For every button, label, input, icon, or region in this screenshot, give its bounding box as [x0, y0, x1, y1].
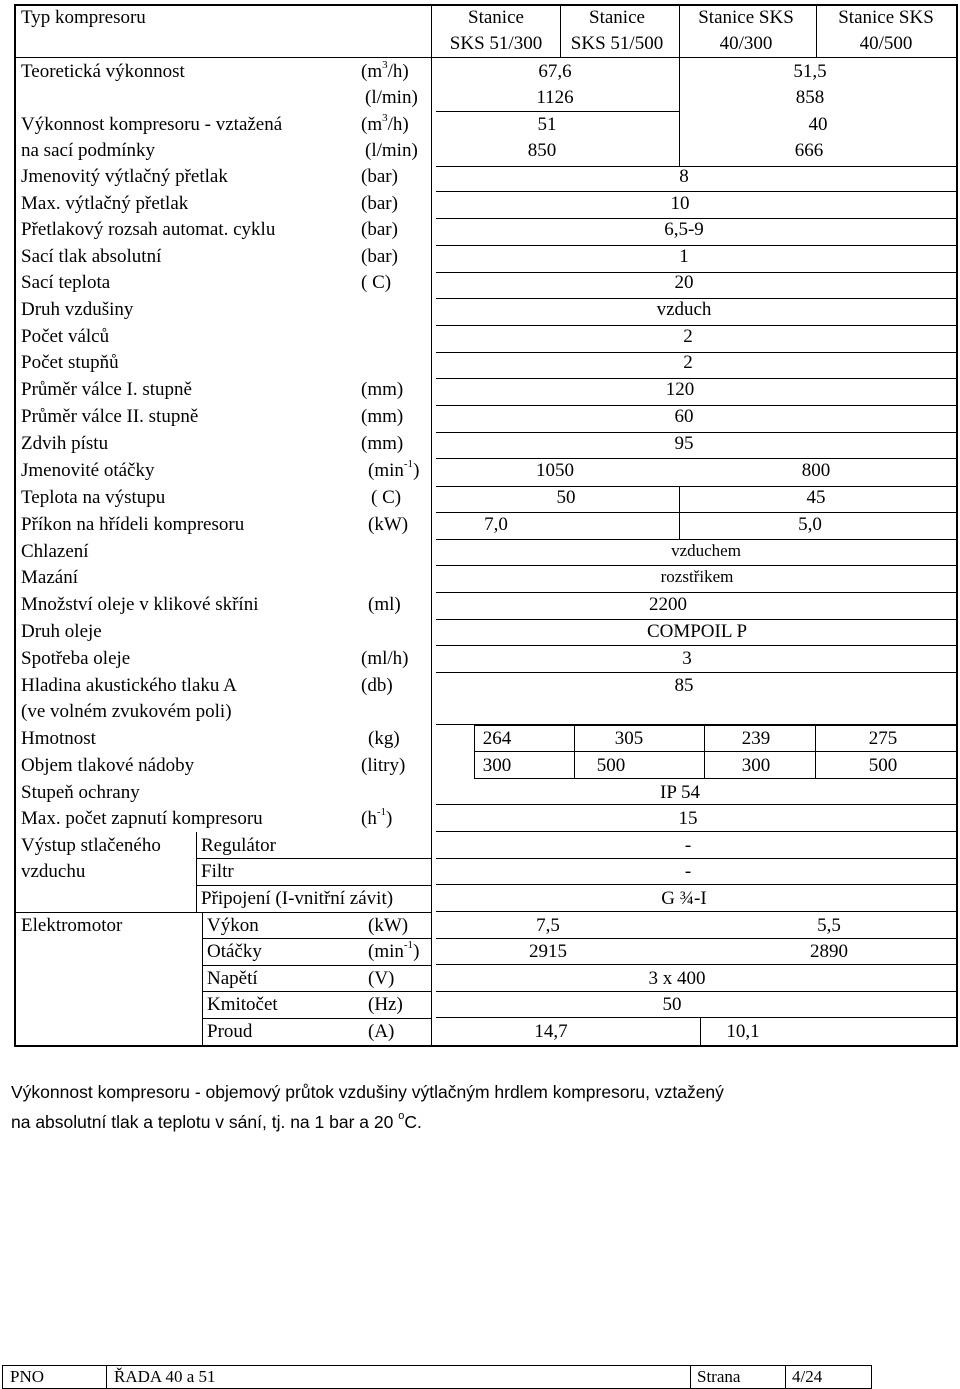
row-value: 50: [556, 487, 576, 508]
row-value: 850: [527, 140, 557, 161]
row-value: 300: [482, 755, 512, 776]
row-value: 7,5: [536, 915, 560, 936]
row-unit: (mm): [361, 433, 404, 454]
header-col2-line2: SKS 51/500: [570, 33, 664, 54]
row-value: 10,1: [726, 1021, 760, 1042]
row-unit: (kg): [368, 728, 400, 749]
row-label: Počet válců: [21, 326, 110, 347]
row-value: 300: [741, 755, 771, 776]
footer-page-label: Strana: [697, 1367, 741, 1386]
row-label: Proud: [207, 1021, 253, 1042]
row-unit: (bar): [361, 166, 398, 187]
row-value: -: [684, 861, 692, 882]
row-unit: (Hz): [368, 994, 403, 1015]
header-col1-line1: Stanice: [468, 7, 524, 28]
row-value: 60: [674, 406, 694, 427]
row-unit: (kW): [368, 514, 409, 535]
row-label: Přetlakový rozsah automat. cyklu: [21, 219, 276, 240]
row-label: Max. výtlačný přetlak: [21, 193, 189, 214]
row-value: 120: [665, 379, 695, 400]
row-label: Hladina akustického tlaku A: [21, 675, 237, 696]
row-unit: (ml): [368, 594, 401, 615]
row-value: 2: [683, 352, 693, 373]
row-value: 275: [868, 728, 898, 749]
row-unit: (bar): [361, 219, 398, 240]
row-label: Průměr válce I. stupně: [21, 379, 192, 400]
row-label: Sací teplota: [21, 272, 111, 293]
header-col3-line1: Stanice SKS: [698, 7, 794, 28]
row-value: 45: [806, 487, 826, 508]
row-value: 8: [679, 166, 689, 187]
row-value: 15: [678, 808, 698, 829]
row-label: Regulátor: [201, 835, 276, 856]
row-unit: $(\min^{-1})$: [368, 938, 420, 962]
row-label: Max. počet zapnutí kompresoru: [21, 808, 263, 829]
note-line-1: Výkonnost kompresoru - objemový průtok vzdušiny výtlačným hrdlem kompresoru, vztažený: [11, 1082, 724, 1102]
header-type-label: Typ kompresoru: [21, 7, 146, 28]
row-label: Sací tlak absolutní: [21, 246, 162, 267]
row-unit: $(m^3/h)$: [361, 111, 409, 135]
row-value: 51: [537, 114, 557, 135]
row-group-label: vzduchu: [21, 861, 86, 882]
row-value: 2890: [810, 941, 848, 962]
row-label: Teoretická výkonnost: [21, 61, 185, 82]
row-unit: (bar): [361, 246, 398, 267]
row-label: Připojení (I-vnitřní závit): [201, 888, 394, 909]
row-value: 10: [670, 193, 690, 214]
note-line-2: na absolutní tlak a teplotu v sání, tj. na 1 bar a 20 $^o$C.: [11, 1110, 422, 1132]
row-label: Výkon: [207, 915, 259, 936]
row-value: IP 54: [660, 782, 700, 803]
row-label: Objem tlakové nádoby: [21, 755, 195, 776]
row-label: Jmenovité otáčky: [21, 460, 155, 481]
row-label: Příkon na hřídeli kompresoru: [21, 514, 245, 535]
row-unit: (V): [368, 968, 395, 989]
row-value: 50: [662, 994, 682, 1015]
row-value: 264: [482, 728, 512, 749]
row-value: vzduchem: [671, 541, 741, 560]
row-label: Otáčky: [207, 941, 262, 962]
footer-code: PNO: [10, 1367, 45, 1386]
row-label: Zdvih pístu: [21, 433, 109, 454]
row-label: Počet stupňů: [21, 352, 119, 373]
row-value: 666: [794, 140, 824, 161]
row-value: 500: [868, 755, 898, 776]
row-value: COMPOIL P: [646, 621, 748, 642]
row-unit: ( C): [371, 487, 402, 508]
header-col1-line2: SKS 51/300: [449, 33, 543, 54]
row-unit: (l/min): [365, 87, 418, 108]
row-value: 5,0: [798, 514, 822, 535]
row-value: 1: [679, 246, 689, 267]
row-label: Kmitočet: [207, 994, 278, 1015]
row-unit: (ml/h): [361, 648, 409, 669]
row-value: 6,5-9: [664, 219, 704, 240]
row-label: Množství oleje v klikové skříni: [21, 594, 259, 615]
row-group-label: Elektromotor: [21, 915, 123, 936]
row-value: 3 x 400: [648, 968, 706, 989]
row-unit: ( C): [361, 272, 392, 293]
row-unit: (l/min): [365, 140, 418, 161]
row-label: Druh vzdušiny: [21, 299, 134, 320]
row-label: (ve volném zvukovém poli): [21, 701, 232, 722]
row-label: Mazání: [21, 567, 78, 588]
row-value: 20: [674, 272, 694, 293]
header-col2-line1: Stanice: [589, 7, 645, 28]
row-value: 85: [674, 675, 694, 696]
row-value: 800: [801, 460, 831, 481]
row-label: Jmenovitý výtlačný přetlak: [21, 166, 228, 187]
row-value: 2200: [649, 594, 687, 615]
row-value: 1050: [536, 460, 574, 481]
row-label: Druh oleje: [21, 621, 102, 642]
row-value: 3: [682, 648, 692, 669]
row-value: 14,7: [534, 1021, 568, 1042]
row-label: Hmotnost: [21, 728, 96, 749]
row-value: 5,5: [817, 915, 841, 936]
row-label: Teplota na výstupu: [21, 487, 166, 508]
row-value: 305: [614, 728, 644, 749]
row-value: 7,0: [484, 514, 508, 535]
row-value: vzduch: [656, 299, 712, 320]
footer-series: ŘADA 40 a 51: [114, 1367, 216, 1386]
row-value: 95: [674, 433, 694, 454]
row-value: 239: [741, 728, 771, 749]
row-value: 858: [795, 87, 825, 108]
row-group-label: Výstup stlačeného: [21, 835, 161, 856]
row-unit: (mm): [361, 406, 404, 427]
header-col4-line1: Stanice SKS: [838, 7, 934, 28]
row-label: Průměr válce II. stupně: [21, 406, 199, 427]
row-label: Napětí: [207, 968, 258, 989]
row-value: 1126: [536, 87, 574, 108]
header-col4-line2: 40/500: [859, 33, 913, 54]
row-value: 40: [808, 114, 828, 135]
row-value: 2915: [529, 941, 567, 962]
row-value: 51,5: [793, 61, 827, 82]
row-unit: (kW): [368, 915, 409, 936]
row-unit: $(\min^{-1})$: [368, 457, 420, 481]
row-value: G ¾-I: [661, 888, 707, 909]
row-unit: $(m^3/h)$: [361, 58, 409, 82]
row-label: Filtr: [201, 861, 234, 882]
row-label: na sací podmínky: [21, 140, 156, 161]
row-unit: (litry): [361, 755, 406, 776]
row-value: 500: [596, 755, 626, 776]
row-value: 67,6: [538, 61, 572, 82]
row-unit: (A): [368, 1021, 395, 1042]
row-label: Stupeň ochrany: [21, 782, 140, 803]
row-label: Výkonnost kompresoru - vztažená: [21, 114, 283, 135]
row-value: rozstřikem: [660, 567, 734, 586]
header-col3-line2: 40/300: [719, 33, 773, 54]
row-label: Spotřeba oleje: [21, 648, 131, 669]
row-value: 2: [683, 326, 693, 347]
row-unit: (mm): [361, 379, 404, 400]
row-label: Chlazení: [21, 541, 89, 562]
row-unit: (bar): [361, 193, 398, 214]
row-unit: $(h^{-1})$: [361, 805, 393, 829]
footer-page-number: 4/24: [792, 1367, 823, 1386]
row-unit: (db): [361, 675, 393, 696]
row-value: -: [684, 835, 692, 856]
